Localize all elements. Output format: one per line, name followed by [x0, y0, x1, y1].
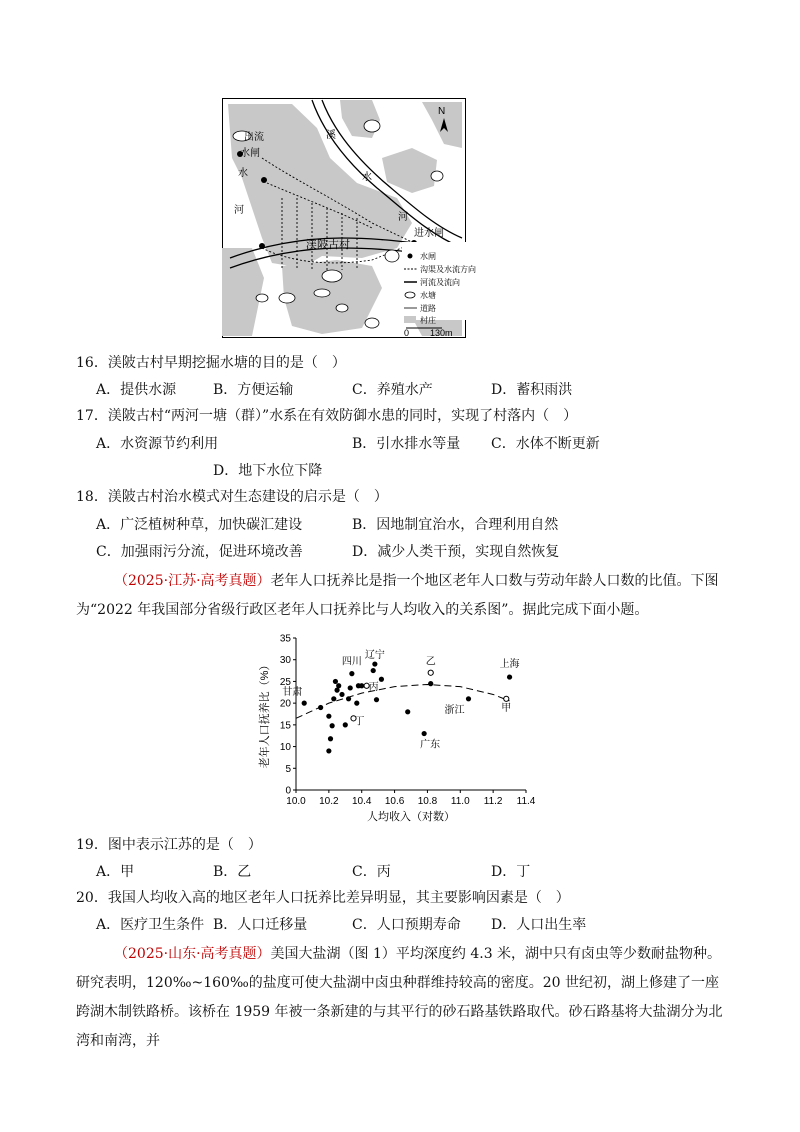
q17-option-b: B．引水排水等量 — [352, 436, 461, 452]
north-label: N — [438, 106, 446, 117]
q16-option-b: B．方便运输 — [213, 382, 294, 398]
data-point — [405, 709, 410, 714]
data-point — [339, 692, 344, 697]
open-point-label: 丁 — [354, 716, 365, 728]
data-point — [372, 661, 377, 666]
intro-paragraph-2 — [76, 567, 726, 625]
data-point — [330, 723, 335, 728]
x-tick-label: 10.6 — [384, 796, 405, 807]
data-point-label: 浙江 — [444, 704, 465, 716]
data-point — [371, 668, 376, 673]
q18-option-d: D．减少人类干预，实现自然恢复 — [352, 544, 560, 560]
q16-option-c: C．养殖水产 — [352, 382, 433, 398]
x-tick-label: 10.2 — [319, 796, 339, 807]
q20-option-b: B．人口迁移量 — [213, 917, 308, 933]
q20-option-a: A．医疗卫生条件 — [96, 917, 205, 933]
data-point — [466, 696, 471, 701]
data-point-label: 辽宁 — [364, 650, 385, 662]
question-20-stem: 20．我国人均收入高的地区老年人口抚养比差异明显，其主要影响因素是（ ） — [76, 890, 570, 906]
map-label-xi: 溪 — [326, 130, 336, 141]
legend-canal: 沟渠及水流方向 — [420, 265, 476, 274]
q20-option-c: C．人口预期寿命 — [352, 917, 461, 933]
open-data-point — [504, 696, 509, 701]
data-point — [346, 696, 351, 701]
q20-option-d: D．人口出生率 — [491, 917, 587, 933]
map-label-shui-mid: 水 — [362, 172, 372, 183]
data-point — [326, 714, 331, 719]
y-tick-label: 30 — [279, 655, 291, 667]
x-tick-label: 10.8 — [417, 796, 438, 807]
question-18-stem: 18．渼陂古村治水模式对生态建设的启示是（ ） — [76, 489, 388, 505]
data-point — [422, 731, 427, 736]
svg-text:0: 0 — [404, 328, 410, 338]
data-point — [428, 681, 433, 686]
open-point-label: 甲 — [501, 702, 512, 714]
y-axis-label: 老年人口抚养比（%） — [259, 659, 271, 769]
map-label-shuizha: 水闸 — [240, 148, 260, 159]
x-tick-label: 10.4 — [351, 796, 372, 807]
data-point — [379, 677, 384, 682]
data-point — [349, 671, 354, 676]
data-point — [354, 701, 359, 706]
q17-option-c: C．水体不断更新 — [491, 436, 600, 452]
q16-option-d: D．蓄积雨洪 — [491, 382, 573, 398]
q17-option-d: D．地下水位下降 — [213, 463, 323, 479]
x-tick-label: 11.4 — [516, 796, 536, 807]
intro-2-text: 老年人口抚养比是指一个地区老年人口数与劳动年龄人口数的比值。下图为“2022 年我国部分省级行政区老年人口抚养比与人均收入的关系图”。据此完成下面小题。 — [76, 573, 719, 618]
source-tag-shandong: （2025·山东·高考真题） — [114, 946, 271, 962]
data-point — [331, 696, 336, 701]
q18-option-a: A．广泛植树种草，加快碳汇建设 — [96, 517, 303, 533]
question-16-stem: 16．渼陂古村早期挖掘水塘的目的是（ ） — [76, 355, 346, 371]
village-water-map — [222, 98, 476, 338]
map-label-chuxi: 出流 — [244, 132, 264, 143]
map-legend — [402, 242, 476, 325]
legend-village: 村庄 — [420, 316, 436, 325]
q19-option-a: A．甲 — [96, 864, 135, 880]
y-tick-label: 0 — [285, 785, 291, 797]
question-17-stem: 17．渼陂古村“两河一塘（群）”水系在有效防御水患的同时，实现了村落内（ ） — [76, 408, 578, 424]
y-tick-label: 35 — [279, 633, 291, 645]
q18-option-c: C．加强雨污分流，促进环境改善 — [96, 544, 303, 560]
data-point-label: 广东 — [420, 739, 441, 751]
open-point-label: 乙 — [425, 656, 436, 668]
data-point — [359, 683, 364, 688]
x-tick-label: 10.0 — [286, 796, 306, 807]
q18-option-b: B．因地制宜治水，合理利用自然 — [352, 517, 559, 533]
data-point-label: 上海 — [499, 659, 520, 671]
y-tick-label: 10 — [279, 742, 291, 754]
legend-road: 道路 — [420, 304, 436, 313]
map-label-village: 渼陂古村 — [306, 239, 350, 251]
data-point-label: 四川 — [341, 656, 362, 668]
q19-option-c: C．丙 — [352, 864, 391, 880]
legend-pond: 水塘 — [420, 291, 436, 300]
data-point — [333, 679, 338, 684]
data-point — [336, 683, 341, 688]
data-point — [328, 736, 333, 741]
x-tick-label: 11.2 — [483, 796, 503, 807]
data-point-label: 甘肃 — [282, 687, 303, 699]
trend-line — [296, 684, 510, 718]
data-point — [348, 685, 353, 690]
q19-option-b: B．乙 — [213, 864, 252, 880]
data-point — [343, 722, 348, 727]
intro-3-text: 美国大盐湖（图 1）平均深度约 4.3 米，湖中只有卤虫等少数耐盐物种。研究表明，120‰~160‰的盐度可使大盐湖中卤虫种群维持较高的密度。20 世纪初，湖上修建了一座跨湖木制铁路桥。该桥在 1959 年被一条新建的与其平行的砂石路基铁路取代。砂石路基将大盐湖分为北湾和南湾，并 — [76, 946, 723, 1049]
x-axis-label: 人均收入（对数） — [367, 811, 455, 823]
data-point — [507, 674, 512, 679]
q17-option-a: A．水资源节约利用 — [96, 436, 219, 452]
data-point — [374, 697, 379, 702]
intro-paragraph-3 — [76, 940, 726, 1056]
legend-sluice: 水闸 — [420, 252, 436, 261]
data-point — [326, 748, 331, 753]
open-data-point — [428, 670, 433, 675]
dependency-income-scatter-chart — [240, 632, 560, 832]
q19-option-d: D．丁 — [491, 864, 531, 880]
question-19-stem: 19．图中表示江苏的是（ ） — [76, 837, 262, 853]
y-tick-label: 5 — [285, 763, 291, 775]
data-point — [302, 701, 307, 706]
data-point — [318, 705, 323, 710]
map-label-jinshuizha: 进水闸 — [414, 228, 444, 239]
y-tick-label: 15 — [279, 720, 291, 732]
map-label-shui-left: 水 — [238, 168, 248, 179]
svg-text:130m: 130m — [430, 328, 453, 338]
y-tick-label: 20 — [279, 698, 291, 710]
y-tick-label: 25 — [279, 676, 291, 688]
open-point-label: 丙 — [368, 681, 379, 693]
map-label-he-right: 河 — [398, 212, 408, 223]
legend-river: 河流及流向 — [420, 278, 460, 287]
map-label-he-left: 河 — [234, 205, 244, 216]
q16-option-a: A．提供水源 — [96, 382, 177, 398]
x-tick-label: 11.0 — [450, 796, 470, 807]
source-tag-jiangsu: （2025·江苏·高考真题） — [114, 573, 271, 589]
